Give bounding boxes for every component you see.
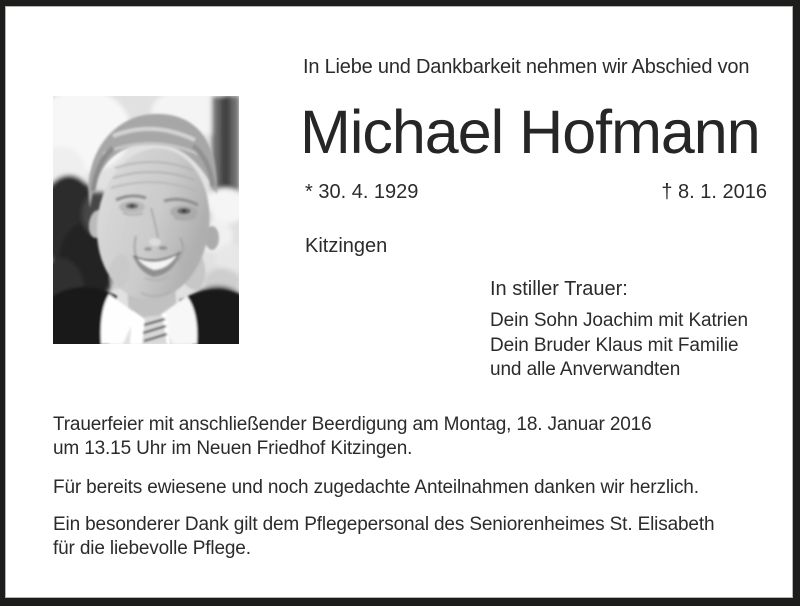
paragraph-line: Ein besonderer Dank gilt dem Pflegepersonal des Seniorenheimes St. Elisabeth (53, 514, 715, 535)
mourner-line: und alle Anverwandten (490, 359, 681, 380)
mourning-label: In stiller Trauer: (490, 278, 628, 300)
care-thanks-paragraph (53, 513, 714, 560)
funeral-details-paragraph (53, 413, 652, 460)
mourning-lines (490, 309, 780, 383)
paragraph-line: für die liebevolle Pflege. (53, 537, 251, 559)
residence: Kitzingen (305, 235, 388, 257)
portrait-photo (53, 96, 239, 344)
mourner-line: Dein Bruder Klaus mit Familie (490, 334, 739, 356)
birth-date: * 30. 4. 1929 (305, 181, 419, 203)
death-date: † 8. 1. 2016 (661, 181, 767, 203)
deceased-name: Michael Hofmann (300, 98, 760, 166)
paragraph-line: um 13.15 Uhr im Neuen Friedhof Kitzingen. (53, 437, 413, 459)
mourner-line: Dein Sohn Joachim mit Katrien (490, 310, 748, 331)
paragraph-line: Für bereits ewiesene und noch zugedachte Anteilnahmen danken wir herzlich. (53, 477, 699, 498)
condolence-thanks-paragraph (53, 476, 699, 500)
portrait-photo-image (53, 96, 239, 344)
intro-line: In Liebe und Dankbarkeit nehmen wir Abschied von (303, 56, 750, 78)
dates-row (305, 180, 767, 204)
paragraph-line: Trauerfeier mit anschließender Beerdigung am Montag, 18. Januar 2016 (53, 414, 652, 435)
